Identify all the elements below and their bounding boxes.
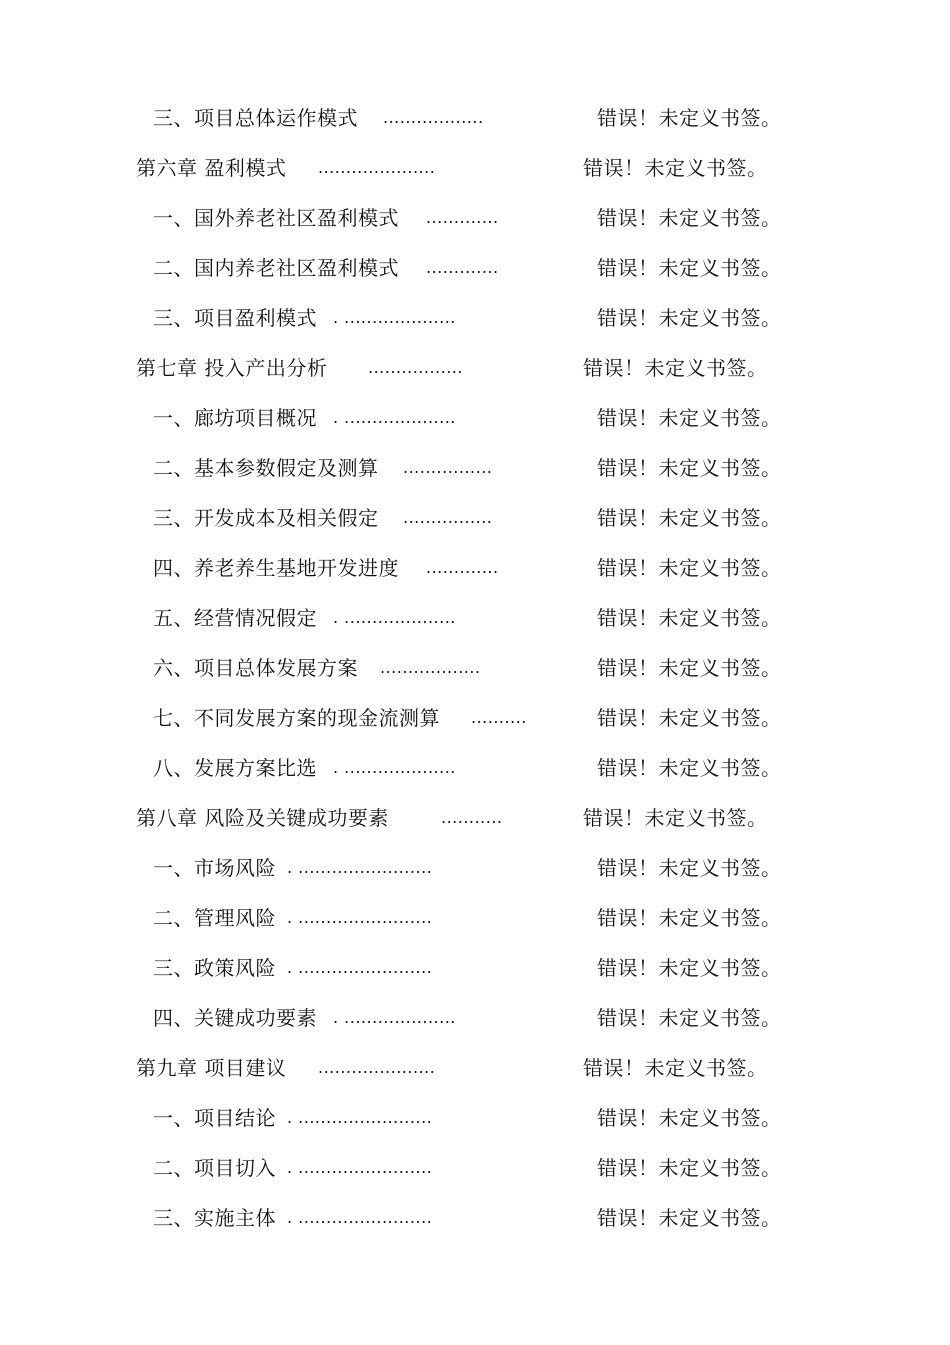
- toc-entry[interactable]: [153, 403, 793, 433]
- toc-entry[interactable]: [136, 353, 796, 383]
- toc-page-ref: 错误！未定义书签。: [597, 656, 782, 680]
- toc-entry[interactable]: [136, 803, 796, 833]
- toc-page-ref: 错误！未定义书签。: [583, 356, 768, 380]
- toc-entry-title: 四、关键成功要素: [153, 1006, 317, 1030]
- toc-leader-dots: . ........................: [287, 1108, 433, 1127]
- toc-leader-dots: ...........: [441, 808, 503, 827]
- toc-page-ref: 错误！未定义书签。: [597, 1006, 782, 1030]
- toc-entry[interactable]: [153, 103, 793, 133]
- toc-page-ref: 错误！未定义书签。: [597, 456, 782, 480]
- toc-leader-dots: . ....................: [333, 408, 456, 427]
- toc-entry[interactable]: [153, 753, 793, 783]
- toc-entry-title: 五、经营情况假定: [153, 606, 317, 630]
- toc-leader-dots: . ....................: [333, 608, 456, 627]
- toc-leader-dots: . ....................: [333, 308, 456, 327]
- toc-page-ref: 错误！未定义书签。: [583, 1056, 768, 1080]
- toc-entry-title: 二、基本参数假定及测算: [153, 456, 379, 480]
- toc-entry[interactable]: [136, 153, 796, 183]
- toc-page-ref: 错误！未定义书签。: [597, 306, 782, 330]
- toc-leader-dots: . ....................: [333, 758, 456, 777]
- toc-page-ref: 错误！未定义书签。: [597, 506, 782, 530]
- toc-leader-dots: .................: [368, 358, 463, 377]
- toc-entry[interactable]: [153, 703, 793, 733]
- toc-leader-dots: ..........: [471, 708, 527, 727]
- toc-entry[interactable]: [153, 603, 793, 633]
- toc-entry[interactable]: [153, 453, 793, 483]
- toc-page-ref: 错误！未定义书签。: [597, 706, 782, 730]
- toc-entry-title: 八、发展方案比选: [153, 756, 317, 780]
- toc-leader-dots: .............: [426, 558, 499, 577]
- toc-entry-title: 三、开发成本及相关假定: [153, 506, 379, 530]
- toc-entry-title: 三、实施主体: [153, 1206, 276, 1230]
- toc-page-ref: 错误！未定义书签。: [597, 1156, 782, 1180]
- toc-entry[interactable]: [153, 203, 793, 233]
- toc-leader-dots: .............: [426, 208, 499, 227]
- toc-entry[interactable]: [153, 653, 793, 683]
- toc-page-ref: 错误！未定义书签。: [597, 756, 782, 780]
- toc-entry[interactable]: [153, 253, 793, 283]
- toc-leader-dots: ................: [403, 458, 493, 477]
- toc-entry-title: 三、项目总体运作模式: [153, 106, 358, 130]
- toc-leader-dots: . ........................: [287, 858, 433, 877]
- toc-entry[interactable]: [153, 1153, 793, 1183]
- toc-leader-dots: .....................: [318, 158, 436, 177]
- toc-page-ref: 错误！未定义书签。: [597, 606, 782, 630]
- toc-entry-title: 第八章 风险及关键成功要素: [136, 806, 389, 830]
- toc-entry[interactable]: [153, 1103, 793, 1133]
- toc-entry-title: 一、廊坊项目概况: [153, 406, 317, 430]
- toc-leader-dots: ................: [403, 508, 493, 527]
- toc-entry-title: 七、不同发展方案的现金流测算: [153, 706, 440, 730]
- toc-entry-title: 第七章 投入产出分析: [136, 356, 328, 380]
- toc-entry-title: 二、管理风险: [153, 906, 276, 930]
- toc-leader-dots: ..................: [380, 658, 481, 677]
- toc-page-ref: 错误！未定义书签。: [597, 106, 782, 130]
- toc-leader-dots: ..................: [383, 108, 484, 127]
- toc-entry-title: 三、项目盈利模式: [153, 306, 317, 330]
- toc-entry[interactable]: [153, 503, 793, 533]
- toc-page-ref: 错误！未定义书签。: [597, 206, 782, 230]
- toc-entry[interactable]: [153, 1003, 793, 1033]
- toc-leader-dots: . ........................: [287, 1208, 433, 1227]
- toc-page-ref: 错误！未定义书签。: [597, 1106, 782, 1130]
- toc-entry[interactable]: [153, 303, 793, 333]
- toc-entry-title: 一、国外养老社区盈利模式: [153, 206, 399, 230]
- toc-entry-title: 二、项目切入: [153, 1156, 276, 1180]
- toc-entry-title: 三、政策风险: [153, 956, 276, 980]
- toc-page-ref: 错误！未定义书签。: [597, 856, 782, 880]
- toc-page-ref: 错误！未定义书签。: [583, 806, 768, 830]
- toc-entry-title: 第六章 盈利模式: [136, 156, 287, 180]
- toc-entry-title: 二、国内养老社区盈利模式: [153, 256, 399, 280]
- toc-page-ref: 错误！未定义书签。: [597, 906, 782, 930]
- toc-page-ref: 错误！未定义书签。: [597, 256, 782, 280]
- toc-entry[interactable]: [153, 553, 793, 583]
- toc-entry-title: 六、项目总体发展方案: [153, 656, 358, 680]
- toc-entry-title: 一、市场风险: [153, 856, 276, 880]
- toc-leader-dots: . ........................: [287, 958, 433, 977]
- toc-entry[interactable]: [153, 853, 793, 883]
- toc-entry-title: 一、项目结论: [153, 1106, 276, 1130]
- toc-entry[interactable]: [136, 1053, 796, 1083]
- toc-leader-dots: . ........................: [287, 1158, 433, 1177]
- toc-entry[interactable]: [153, 903, 793, 933]
- toc-page-ref: 错误！未定义书签。: [597, 956, 782, 980]
- toc-entry[interactable]: [153, 953, 793, 983]
- toc-page-ref: 错误！未定义书签。: [597, 1206, 782, 1230]
- toc-leader-dots: . ........................: [287, 908, 433, 927]
- toc-entry[interactable]: [153, 1203, 793, 1233]
- toc-leader-dots: . ....................: [333, 1008, 456, 1027]
- toc-page-ref: 错误！未定义书签。: [597, 556, 782, 580]
- toc-entry-title: 第九章 项目建议: [136, 1056, 287, 1080]
- toc-entry-title: 四、养老养生基地开发进度: [153, 556, 399, 580]
- toc-leader-dots: .....................: [318, 1058, 436, 1077]
- toc-page-ref: 错误！未定义书签。: [583, 156, 768, 180]
- toc-leader-dots: .............: [426, 258, 499, 277]
- toc-page-ref: 错误！未定义书签。: [597, 406, 782, 430]
